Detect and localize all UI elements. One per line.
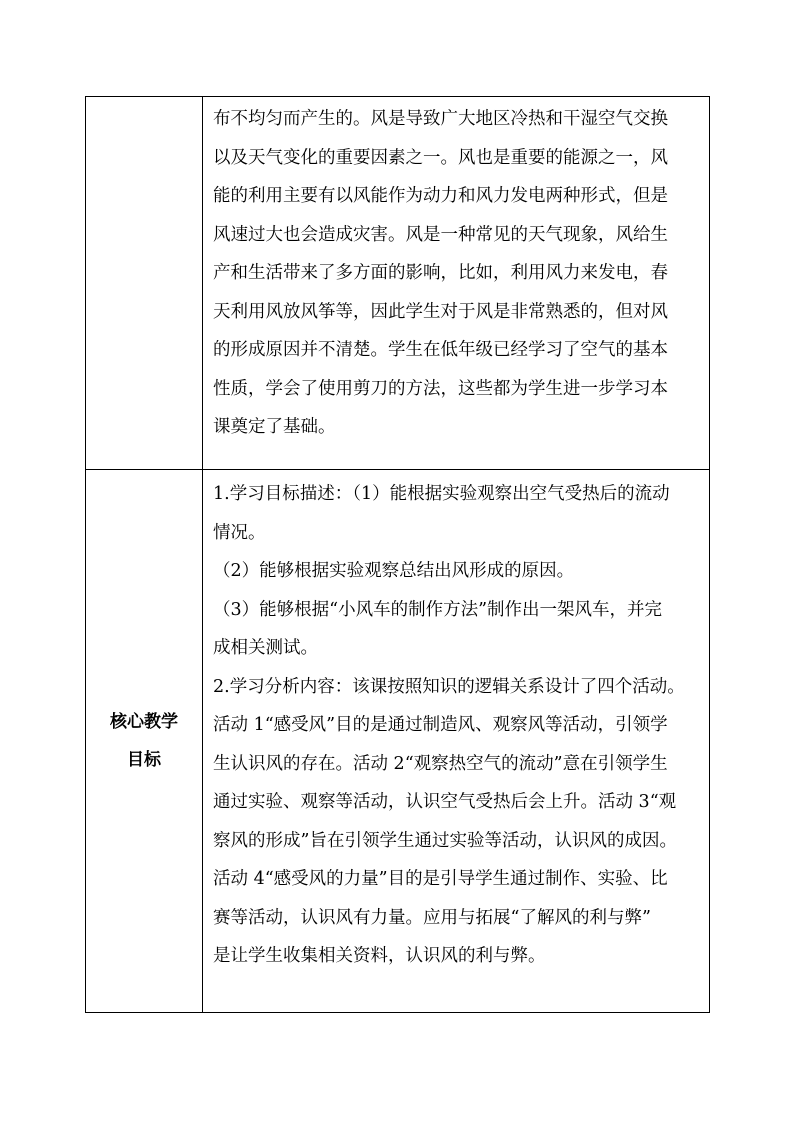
- row-label-line: 核心教学: [110, 712, 178, 732]
- text-line: 情况。: [213, 522, 266, 543]
- text-line: 活动 1“感受风”目的是通过制造风、观察风等活动，引领学: [213, 715, 668, 735]
- text-line: 成相关测试。: [213, 638, 318, 658]
- table-row: [86, 470, 710, 1013]
- text-line: 性质，学会了使用剪刀的方法，这些都为学生进一步学习本: [213, 378, 668, 399]
- text-line: 以及天气变化的重要因素之一。风也是重要的能源之一，风: [213, 147, 668, 168]
- text-line: 察风的形成”旨在引领学生通过实验等活动，认识风的成因。: [213, 830, 677, 851]
- text-line: 课奠定了基础。: [213, 417, 336, 437]
- row-content-cell: [203, 97, 710, 470]
- text-line: 生认识风的存在。活动 2“观察热空气的流动”意在引领学生: [213, 753, 668, 774]
- text-line: 通过实验、观察等活动，认识空气受热后会上升。活动 3“观: [213, 792, 677, 812]
- row-label-cell: [86, 97, 203, 470]
- text-line: 1.学习目标描述：（1）能根据实验观察出空气受热后的流动: [213, 484, 670, 504]
- text-line: 2.学习分析内容：该课按照知识的逻辑关系设计了四个活动。: [213, 676, 685, 697]
- text-line: 赛等活动，认识风有力量。应用与拓展“了解风的利与弊”: [213, 907, 651, 928]
- text-line: 天利用风放风筝等，因此学生对于风是非常熟悉的，但对风: [213, 301, 668, 322]
- text-line: 活动 4“感受风的力量”目的是引导学生通过制作、实验、比: [213, 869, 668, 889]
- row-label-line: 目标: [127, 750, 161, 770]
- text-line: （3）能够根据“小风车的制作方法”制作出一架风车，并完: [213, 599, 663, 620]
- text-line: （2）能够根据实验观察总结出风形成的原因。: [213, 561, 575, 581]
- text-line: 能的利用主要有以风能作为动力和风力发电两种形式，但是: [213, 186, 668, 206]
- text-line: 的形成原因并不清楚。学生在低年级已经学习了空气的基本: [213, 340, 668, 360]
- text-line: 风速过大也会造成灾害。风是一种常见的天气现象，风给生: [213, 224, 668, 245]
- text-line: 是让学生收集相关资料，认识风的利与弊。: [213, 946, 546, 966]
- row-label-cell: [86, 470, 203, 1013]
- lesson-plan-table: [85, 96, 710, 1013]
- text-line: 布不均匀而产生的。风是导致广大地区冷热和干湿空气交换: [213, 109, 668, 129]
- text-line: 产和生活带来了多方面的影响，比如，利用风力来发电，春: [213, 263, 668, 283]
- table-row: [86, 97, 710, 470]
- row-content-cell: [203, 470, 710, 1013]
